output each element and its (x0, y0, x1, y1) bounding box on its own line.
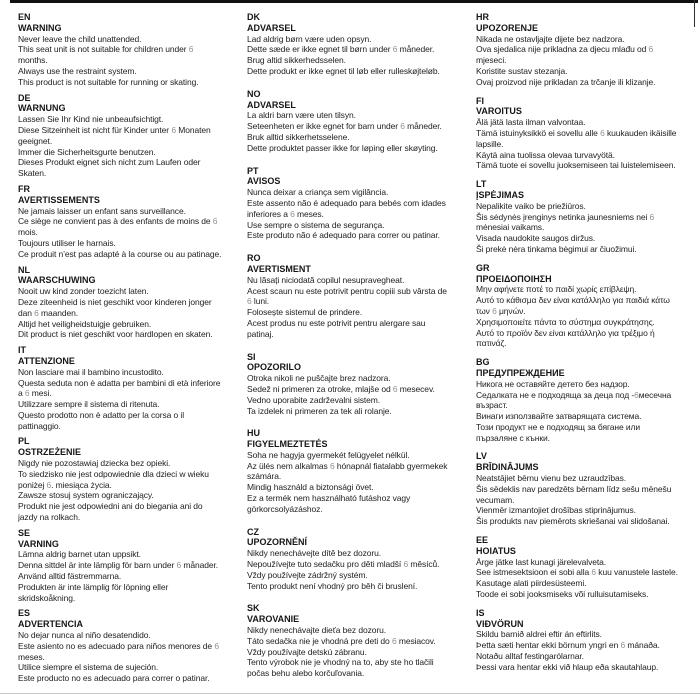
warning-line: Produkten är inte lämplig för löpning eller (18, 581, 169, 592)
warning-heading: AVERTISSEMENTS (18, 194, 100, 205)
warning-line: Nooit uw kind zonder toezicht laten. (18, 286, 149, 297)
bottom-divider-line (0, 693, 700, 694)
warning-line: skridskoåkning. (18, 592, 76, 603)
warning-line: Dit product is niet geschikt voor hardlopen en skaten. (18, 329, 213, 340)
column-1 (18, 12, 247, 691)
warning-line: Skildu barnið aldrei eftir án eftirlits. (476, 629, 602, 640)
language-code: RO (247, 253, 261, 264)
age-number: 6 (171, 124, 176, 135)
warning-line: Nikdy nenechávajte dieťa bez dozoru. (247, 625, 386, 636)
warning-heading: WAARSCHUWING (18, 275, 96, 286)
warning-line: Seteenheten er ikke egnet for barn under 6 måneder. (247, 121, 442, 132)
warning-line: Toujours utiliser le harnais. (18, 237, 116, 248)
warning-heading: VAROITUS (476, 106, 522, 117)
warning-line: Lad aldrig børn være uden opsyn. (247, 33, 372, 44)
warning-line: Kasutage alati piirdesüsteemi. (476, 578, 587, 589)
warning-line: Non lasciare mai il bambino incustodito. (18, 366, 164, 377)
warning-line: Use sempre o sistema de segurança. (247, 219, 385, 230)
warning-line: Nunca deixar a criança sem vigilância. (247, 187, 389, 198)
warning-line: Dette sæde er ikke egnet til børn under 6 måneder. (247, 44, 435, 55)
warning-line: Ce produit n’est pas adapté à la course ou au patinage. (18, 248, 222, 259)
warning-line: Brug altid sikkerhedsselen. (247, 55, 346, 66)
warning-line: mois. (18, 227, 38, 238)
age-number: 6 (391, 635, 397, 646)
warning-line: Toode ei sobi jooksmiseks või rulluisutamiseks. (476, 589, 649, 600)
warning-line: Produkt nie jest odpowiedni ani do biegania ani do (18, 501, 203, 512)
age-number: 6 (591, 567, 597, 578)
lang-section-gr (476, 263, 700, 349)
language-code: SI (247, 351, 256, 362)
language-code: ES (18, 608, 31, 619)
lang-section-fi (476, 96, 700, 172)
lang-section-de (18, 93, 247, 179)
warning-heading: ĮSPĖJIMAS (476, 189, 525, 200)
warning-line: Tämä tuote ei sovellu juoksemiseen tai luistelemiseen. (476, 160, 676, 171)
warning-line: Nigdy nie pozostawiaj dziecka bez opieki. (18, 458, 171, 469)
warning-line: Никога не оставяйте детето без надзор. (476, 378, 630, 389)
lang-section-no (247, 89, 476, 154)
age-number: 6 (290, 208, 295, 219)
warning-line: This seat unit is not suitable for children under 6 (18, 44, 194, 55)
lang-section-dk (247, 12, 476, 77)
age-number: 6 (392, 383, 398, 394)
lang-section-es (18, 608, 247, 684)
warning-line: Ova sjedalica nije prikladna za djecu mlađu od 6 (476, 44, 654, 55)
warning-line: Ce siège ne convient pas à des enfants de moins de 6 (18, 216, 218, 227)
warning-line: Šis sėdynės įrenginys netinka jaunesniems nei 6 (476, 211, 655, 222)
warning-line: Questo prodotto non è adatto per la corsa o il (18, 409, 184, 420)
warning-line: Μην αφήνετε ποτέ το παιδί χωρίς επίβλεψη. (476, 284, 637, 295)
warning-heading: UPOZORENJE (476, 22, 539, 33)
language-code: CZ (247, 526, 259, 537)
warning-line: Vedno uporabite zadrževalni sistem. (247, 394, 381, 405)
warning-line: jazdy na rolkach. (18, 512, 81, 523)
warning-line: Bruk alltid sikkerhetsselene. (247, 131, 350, 142)
language-code: PL (18, 436, 30, 447)
warning-line: Este produto não é adequado para correr ou patinar. (247, 230, 440, 241)
age-number: 6 (247, 296, 252, 307)
warning-line: Táto sedačka nie je vhodná pre deti do 6 mesiacov. (247, 635, 436, 646)
warning-line: Notaðu alltaf festingarólarnar. (476, 651, 584, 662)
warning-line: pattinaggio. (18, 420, 61, 431)
lang-section-hu (247, 428, 476, 514)
warning-line: Nikada ne ostavljajte dijete bez nadzora. (476, 33, 625, 44)
warning-heading: WARNING (18, 22, 62, 33)
warning-line: No dejar nunca al niño desatendido. (18, 630, 151, 641)
age-number: 6 (24, 388, 30, 399)
warning-line: lapsille. (476, 138, 504, 149)
age-number: 6 (600, 127, 605, 138)
language-code: IS (476, 607, 485, 618)
column-2 (247, 12, 476, 691)
warning-line: Tento výrobok nie je vhodný na to, aby ste ho tlačili (247, 657, 434, 668)
language-code: EN (18, 12, 31, 22)
language-code: DE (18, 92, 31, 103)
language-code: FR (18, 183, 30, 194)
language-code: SE (18, 527, 31, 538)
warning-heading: AVERTISMENT (247, 263, 311, 274)
age-number: 6 (392, 44, 398, 55)
warning-line: Utilizzare sempre il sistema di ritenuta. (18, 399, 160, 410)
age-number: 6 (634, 389, 639, 400)
language-code: IT (18, 345, 26, 356)
warning-heading: FIGYELMEZTETÉS (247, 439, 328, 450)
language-code: NL (18, 264, 30, 275)
warning-line: Never leave the child unattended. (18, 33, 142, 44)
age-number: 6 (176, 560, 182, 571)
warning-heading: OPOZORILO (247, 362, 301, 373)
warning-line: This product is not suitable for running or skating. (18, 76, 199, 87)
warning-line: Nu lăsați niciodată copilul nesupravegheat. (247, 274, 405, 285)
warning-heading: ADVARSEL (247, 22, 296, 33)
warning-line: Käytä aina tuolissa olevaa turvavyötä. (476, 149, 615, 160)
lang-section-pl (18, 436, 247, 522)
lang-section-en (18, 12, 247, 88)
language-code: HU (247, 428, 260, 439)
warning-line: Ši prekė nėra tinkama bėgimui ar čiuožimui. (476, 243, 637, 254)
language-code: EE (476, 535, 489, 546)
warning-heading: VARNING (18, 538, 59, 549)
warning-line: poniżej 6. miesiąca życia. (18, 479, 112, 490)
warning-line: Ez a termék nem használható futáshoz vagy (247, 493, 411, 504)
warning-line: mjeseci. (476, 55, 507, 66)
warning-line: Deze ziteenheid is niet geschikt voor kinderen jonger (18, 296, 212, 307)
warning-line: Koristite sustav stezanja. (476, 65, 568, 76)
lang-section-it (18, 345, 247, 431)
lang-section-fr (18, 184, 247, 260)
warning-line: възраст. (476, 400, 508, 411)
warning-line: пързаляне с кънки. (476, 432, 550, 443)
warning-heading: VIÐVÖRUN (476, 618, 524, 629)
warning-line: Sedež ni primeren za otroke, mlajše od 6 mesecev. (247, 383, 435, 394)
language-code: FI (476, 95, 484, 106)
warning-line: Este asiento no es adecuado para niños menores de 6 (18, 640, 219, 651)
lang-section-ro (247, 253, 476, 339)
warning-line: Χρησιμοποιείτε πάντα το σύστημα συγκράτησης. (476, 316, 655, 327)
lang-section-lt (476, 179, 700, 255)
language-code: LV (476, 451, 487, 462)
lang-section-sk (247, 603, 476, 679)
age-number: 6 (212, 216, 218, 227)
warning-line: Dette produkt er ikke egnet til løb eller rulleskøjteløb. (247, 65, 440, 76)
lang-section-cz (247, 527, 476, 592)
warning-heading: UPOZORNĚNÍ (247, 537, 308, 548)
warning-line: Skaten. (18, 168, 47, 179)
warning-line: Acest scaun nu este potrivit pentru copiii sub vârsta de (247, 285, 447, 296)
language-code: SK (247, 603, 260, 614)
warning-line: Använd alltid fästremmarna. (18, 571, 122, 582)
age-number: 6 (34, 307, 39, 318)
warning-line: Questa seduta non è adatta per bambini di età inferiore (18, 377, 221, 388)
warning-line: των 6 μηνών. (476, 305, 526, 316)
age-number: 6 (214, 640, 219, 651)
lang-section-hr (476, 12, 700, 88)
warning-line: dan 6 maanden. (18, 307, 79, 318)
warning-line: mėnesiai vaikams. (476, 222, 545, 233)
warning-line: geeignet. (18, 135, 53, 146)
top-crop-bar (10, 0, 698, 3)
warning-line: months. (18, 55, 48, 66)
warning-heading: BRĪDINĀJUMS (476, 462, 539, 473)
warning-line: La aldri barn være uten tilsyn. (247, 110, 356, 121)
warning-line: Þessi vara hentar ekki við hlaup eða skautahlaup. (476, 661, 659, 672)
warning-heading: AVISOS (247, 176, 281, 187)
warning-heading: WARNUNG (18, 103, 66, 114)
age-number: 6 (648, 44, 654, 55)
language-code: PT (247, 165, 259, 176)
warning-line: Vždy používajte detskú zábranu. (247, 646, 367, 657)
warning-line: See istmesektsioon ei sobi alla 6 kuu vanustele lastele. (476, 567, 678, 578)
warning-line: görkorcsolyázáshoz. (247, 503, 323, 514)
warning-line: Diese Sitzeinheit ist nicht für Kinder unter 6 Monaten (18, 124, 211, 135)
warning-line: Þetta sæti hentar ekki börnum yngri en 6 mánaða. (476, 640, 660, 651)
warning-heading: VAROVANIE (247, 614, 300, 625)
lang-section-lv (476, 451, 700, 527)
warning-line: Nepalikite vaiko be priežiūros. (476, 200, 586, 211)
warning-line: Ta izdelek ni primeren za tek ali rolanje. (247, 405, 392, 416)
lang-section-bg (476, 357, 700, 443)
warning-line: Immer die Sicherheitsgurte benutzen. (18, 146, 156, 157)
warning-line: számára. (247, 471, 282, 482)
warning-line: Always use the restraint system. (18, 65, 137, 76)
warning-heading: ADVARSEL (247, 99, 296, 110)
language-code: DK (247, 12, 260, 22)
language-code: HR (476, 12, 489, 22)
warning-line: To siedzisko nie jest odpowiednie dla dzieci w wieku (18, 468, 209, 479)
warning-line: Vždy používejte zádržný systém. (247, 569, 368, 580)
language-code: NO (247, 88, 261, 99)
warning-line: Šis produkts nav piemērots skriešanai vai slidošanai. (476, 516, 670, 527)
lang-section-si (247, 352, 476, 417)
warning-line: Nepoužívejte tuto sedačku pro děti mladší 6 měsíců. (247, 559, 440, 570)
age-number: 6 (620, 640, 626, 651)
warning-line: Αυτό το προϊόν δεν είναι κατάλληλο για τρέξιμο ή (476, 327, 655, 338)
warning-line: Denna sittdel är inte lämplig för barn under 6 månader. (18, 560, 219, 571)
warning-line: Soha ne hagyja gyermekét felügyelet nélkül. (247, 449, 410, 460)
warning-line: inferiores a 6 meses. (247, 208, 324, 219)
warning-heading: HOIATUS (476, 545, 516, 556)
warning-line: Винаги използвайте затварящата система. (476, 411, 642, 422)
warning-line: Vienmēr izmantojiet drošības stiprinājumus. (476, 505, 636, 516)
lang-section-pt (247, 166, 476, 242)
warning-line: Neatstājiet bērnu vienu bez uzraudzības. (476, 473, 627, 484)
warning-line: Este assento não é adequado para bebés com idades (247, 197, 446, 208)
language-code: BG (476, 357, 490, 368)
warning-line: meses. (18, 651, 45, 662)
warning-line: Az ülés nem alkalmas 6 hónapnál fiatalabb gyermekek (247, 460, 448, 471)
warning-heading: ADVERTENCIA (18, 619, 84, 630)
warning-line: Folosește sistemul de prindere. (247, 307, 363, 318)
warning-heading: OSTRZEŻENIE (18, 447, 82, 458)
warning-line: Acest produs nu este potrivit pentru alergare sau (247, 317, 426, 328)
warning-line: Este producto no es adecuado para correr o patinar. (18, 673, 210, 684)
warning-line: patinaj. (247, 328, 274, 339)
warning-heading: ΠΡΟΕΙΔΟΠΟΙΗΣΗ (476, 273, 552, 284)
lang-section-se (18, 528, 247, 604)
age-number: 6 (492, 305, 497, 316)
age-number: 6 (329, 460, 335, 471)
age-number: 6 (403, 559, 409, 570)
age-number: 6 (400, 121, 405, 132)
warning-line: vecumam. (476, 494, 515, 505)
columns-container (18, 12, 700, 691)
lang-section-is (476, 608, 700, 673)
age-number: 6 (46, 479, 52, 490)
language-code: LT (476, 179, 487, 190)
warning-line: Tämä istuinyksikkö ei sovellu alle 6 kuukauden ikäisille (476, 127, 677, 138)
warning-line: Ne jamais laisser un enfant sans surveillance. (18, 205, 186, 216)
warning-line: Altijd het veiligheidstuigje gebruiken. (18, 318, 152, 329)
warning-line: počas behu alebo korčuľovania. (247, 668, 365, 679)
warning-line: Mindig használd a biztonsági övet. (247, 482, 374, 493)
warning-heading: ATTENZIONE (18, 355, 75, 366)
warning-line: Lassen Sie Ihr Kind nie unbeaufsichtigt. (18, 114, 164, 125)
language-code: GR (476, 262, 490, 273)
lang-section-nl (18, 265, 247, 341)
lang-section-ee (476, 535, 700, 600)
age-number: 6 (188, 44, 194, 55)
warning-heading: ПРЕДУПРЕЖДЕНИЕ (476, 367, 565, 378)
warning-line: Älä jätä lasta ilman valvontaa. (476, 117, 586, 128)
warning-line: Nikdy nenechávejte dítě bez dozoru. (247, 548, 382, 559)
warning-line: Otroka nikoli ne puščajte brez nadzora. (247, 373, 391, 384)
warning-line: Zawsze stosuj system ograniczający. (18, 490, 154, 501)
warning-line: Ärge jätke last kunagi järelevalveta. (476, 556, 607, 567)
warning-line: Dieses Produkt eignet sich nicht zum Laufen oder (18, 157, 201, 168)
warning-line: Utilice siempre el sistema de sujeción. (18, 662, 159, 673)
warning-line: Седалката не е подходяща за деца под -6месечна (476, 389, 672, 400)
warning-line: Visada naudokite saugos diržus. (476, 233, 596, 244)
warning-line: Dette produktet passer ikke for løping eller skøyting. (247, 142, 438, 153)
warning-line: πατινάζ. (476, 338, 507, 349)
warning-line: Tento produkt není vhodný pro běh či bruslení. (247, 580, 418, 591)
column-3 (476, 12, 700, 691)
warning-line: Този продукт не е подходящ за бягане или (476, 421, 641, 432)
warning-line: a 6 mesi. (18, 388, 52, 399)
warning-line: Αυτό το κάθισμα δεν είναι κατάλληλο για παιδιά κάτω (476, 295, 670, 306)
warning-line: Šis sēdeklis nav paredzēts bērnam līdz sešu mēnešu (476, 483, 672, 494)
warning-line: Ovaj proizvod nije prikladan za trčanje ili klizanje. (476, 76, 656, 87)
age-number: 6 (649, 211, 655, 222)
warning-line: Lämna aldrig barnet utan uppsikt. (18, 549, 141, 560)
warning-line: 6 luni. (247, 296, 269, 307)
